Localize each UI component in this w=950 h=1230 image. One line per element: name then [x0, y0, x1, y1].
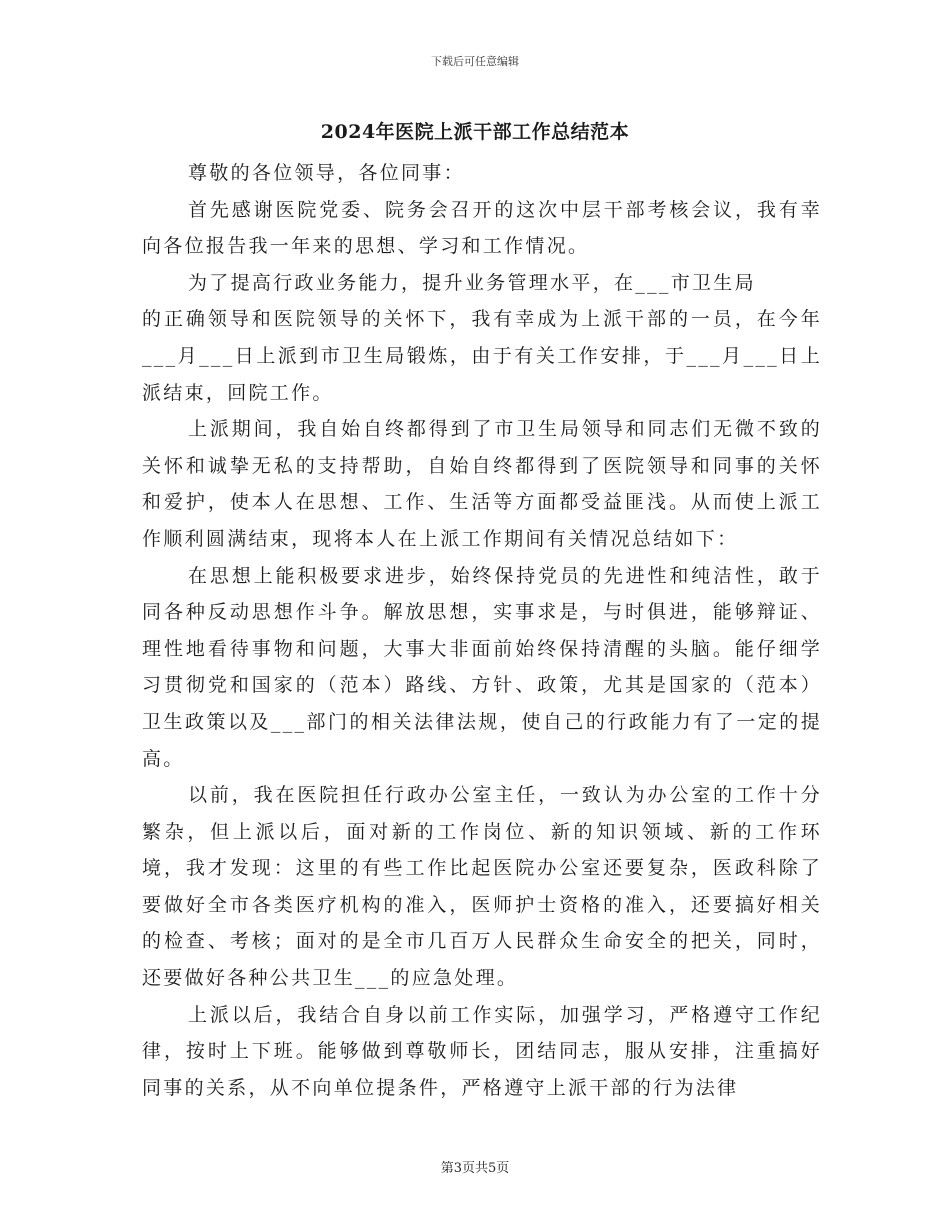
paragraph-opening: 首先感谢医院党委、院务会召开的这次中层干部考核会议，我有幸向各位报告我一年来的思想、学习和工作情况。	[142, 198, 822, 258]
paragraph-ideology: 在思想上能积极要求进步，始终保持党员的先进性和纯洁性，敢于同各种反动思想作斗争。解放思想，实事求是，与时俱进，能够辩证、理性地看待事物和问题，大事大非面前始终保持清醒的头脑。能仔细学习贯彻党和国家的（范本）路线、方针、政策，尤其是国家的（范本）卫生政策以及___部门的相关法律法规，使自己的行政能力有了一定的提高。	[142, 564, 822, 770]
header-note: 下载后可任意编辑	[431, 55, 519, 68]
document-body	[142, 155, 822, 1106]
paragraph-purpose: 为了提高行政业务能力，提升业务管理水平，在___市卫生局	[188, 271, 756, 294]
page-footer: 第3页共5页	[440, 1161, 510, 1176]
document-title: 2024年医院上派干部工作总结范本	[320, 121, 630, 143]
paragraph-period: 上派期间，我自始自终都得到了市卫生局领导和同志们无微不致的关怀和诚挚无私的支持帮助，自始自终都得到了医院领导和同事的关怀和爱护，使本人在思想、工作、生活等方面都受益匪浅。从而使上派工作顺利圆满结束，现将本人在上派工作期间有关情况总结如下：	[142, 418, 822, 550]
paragraph-previous-work: 以前，我在医院担任行政办公室主任，一致认为办公室的工作十分繁杂，但上派以后，面对新的工作岗位、新的知识领域、新的工作环境，我才发现：这里的有些工作比起医院办公室还要复杂，医政科除了要做好全市各类医疗机构的准入，医师护士资格的准入，还要搞好相关的检查、考核；面对的是全市几百万人民群众生命安全的把关，同时，还要做好各种公共卫生___的应急处理。	[142, 784, 822, 990]
paragraph-purpose-continued: 的正确领导和医院领导的关怀下，我有幸成为上派干部的一员，在今年___月___日上派到市卫生局锻炼，由于有关工作安排，于___月___日上派结束，回院工作。	[142, 308, 822, 404]
paragraph-discipline: 上派以后，我结合自身以前工作实际，加强学习，严格遵守工作纪律，按时上下班。能够做到尊敬师长，团结同志，服从安排，注重搞好同事的关系，从不向单位提条件，严格遵守上派干部的行为法律	[142, 1003, 822, 1099]
paragraph-salutation: 尊敬的各位领导，各位同事：	[188, 162, 465, 184]
